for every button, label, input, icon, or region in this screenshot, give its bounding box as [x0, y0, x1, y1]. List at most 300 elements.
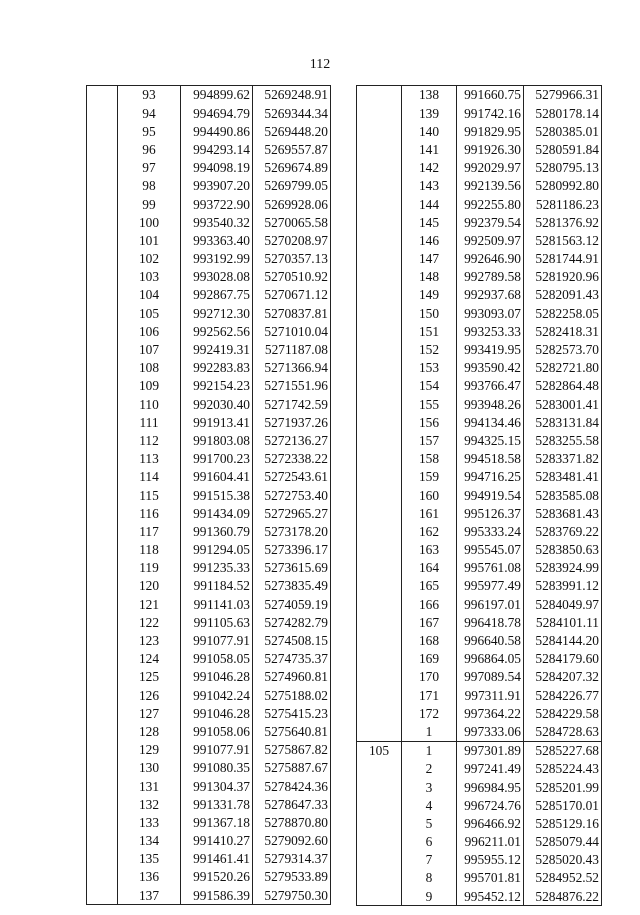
table-row — [87, 286, 331, 304]
y-coordinate-cell: 5275867.82 — [253, 741, 331, 759]
table-row — [357, 250, 602, 268]
point-number-cell: 8 — [402, 869, 457, 887]
point-number-cell: 109 — [118, 377, 181, 395]
group-number-cell — [357, 359, 402, 377]
x-coordinate-cell: 991294.05 — [181, 541, 253, 559]
x-coordinate-cell: 992789.58 — [457, 268, 524, 286]
y-coordinate-cell: 5278647.33 — [253, 795, 331, 813]
group-number-cell — [87, 250, 118, 268]
x-coordinate-cell: 991235.33 — [181, 559, 253, 577]
group-number-cell — [87, 377, 118, 395]
table-row — [357, 723, 602, 742]
table-row — [357, 577, 602, 595]
table-row — [87, 213, 331, 231]
table-row — [357, 159, 602, 177]
y-coordinate-cell: 5285170.01 — [524, 796, 602, 814]
y-coordinate-cell: 5273178.20 — [253, 523, 331, 541]
point-number-cell: 120 — [118, 577, 181, 595]
y-coordinate-cell: 5280178.14 — [524, 104, 602, 122]
table-row — [87, 668, 331, 686]
point-number-cell: 1 — [402, 723, 457, 742]
table-row — [87, 632, 331, 650]
x-coordinate-cell: 991046.28 — [181, 704, 253, 722]
x-coordinate-cell: 994716.25 — [457, 468, 524, 486]
group-number-cell — [357, 559, 402, 577]
group-number-cell — [357, 577, 402, 595]
x-coordinate-cell: 997333.06 — [457, 723, 524, 742]
y-coordinate-cell: 5275188.02 — [253, 686, 331, 704]
table-row — [87, 232, 331, 250]
y-coordinate-cell: 5269928.06 — [253, 195, 331, 213]
point-number-cell: 3 — [402, 778, 457, 796]
y-coordinate-cell: 5285079.44 — [524, 833, 602, 851]
x-coordinate-cell: 993419.95 — [457, 341, 524, 359]
y-coordinate-cell: 5279750.30 — [253, 886, 331, 905]
x-coordinate-cell: 994919.54 — [457, 486, 524, 504]
point-number-cell: 135 — [118, 850, 181, 868]
group-number-cell — [87, 450, 118, 468]
table-row — [357, 450, 602, 468]
y-coordinate-cell: 5272136.27 — [253, 432, 331, 450]
x-coordinate-cell: 991434.09 — [181, 504, 253, 522]
table-row — [87, 704, 331, 722]
group-number-cell — [87, 668, 118, 686]
point-number-cell: 101 — [118, 232, 181, 250]
y-coordinate-cell: 5284229.58 — [524, 704, 602, 722]
x-coordinate-cell: 997311.91 — [457, 686, 524, 704]
x-coordinate-cell: 992255.80 — [457, 195, 524, 213]
y-coordinate-cell: 5273615.69 — [253, 559, 331, 577]
group-number-cell — [87, 577, 118, 595]
table-row — [87, 886, 331, 905]
x-coordinate-cell: 991586.39 — [181, 886, 253, 905]
table-row — [87, 322, 331, 340]
y-coordinate-cell: 5275887.67 — [253, 759, 331, 777]
table-row — [357, 704, 602, 722]
x-coordinate-cell: 991700.23 — [181, 450, 253, 468]
point-number-cell: 153 — [402, 359, 457, 377]
table-row — [357, 359, 602, 377]
group-number-cell — [357, 322, 402, 340]
y-coordinate-cell: 5274735.37 — [253, 650, 331, 668]
group-number-cell — [357, 195, 402, 213]
table-row — [357, 632, 602, 650]
y-coordinate-cell: 5281744.91 — [524, 250, 602, 268]
y-coordinate-cell: 5271187.08 — [253, 341, 331, 359]
table-row — [357, 595, 602, 613]
point-number-cell: 163 — [402, 541, 457, 559]
point-number-cell: 1 — [402, 741, 457, 760]
y-coordinate-cell: 5283924.99 — [524, 559, 602, 577]
group-number-cell — [87, 341, 118, 359]
y-coordinate-cell: 5278870.80 — [253, 814, 331, 832]
group-number-cell — [87, 868, 118, 886]
x-coordinate-cell: 992154.23 — [181, 377, 253, 395]
x-coordinate-cell: 991077.91 — [181, 741, 253, 759]
y-coordinate-cell: 5269448.20 — [253, 122, 331, 140]
point-number-cell: 114 — [118, 468, 181, 486]
group-number-cell — [87, 213, 118, 231]
x-coordinate-cell: 991141.03 — [181, 595, 253, 613]
y-coordinate-cell: 5284179.60 — [524, 650, 602, 668]
point-number-cell: 116 — [118, 504, 181, 522]
group-number-cell — [87, 723, 118, 741]
point-number-cell: 121 — [118, 595, 181, 613]
y-coordinate-cell: 5283681.43 — [524, 504, 602, 522]
x-coordinate-cell: 991058.06 — [181, 723, 253, 741]
group-number-cell — [357, 815, 402, 833]
x-coordinate-cell: 995545.07 — [457, 541, 524, 559]
point-number-cell: 97 — [118, 159, 181, 177]
table-row — [87, 759, 331, 777]
y-coordinate-cell: 5280795.13 — [524, 159, 602, 177]
group-number-cell — [357, 541, 402, 559]
y-coordinate-cell: 5279533.89 — [253, 868, 331, 886]
y-coordinate-cell: 5270208.97 — [253, 232, 331, 250]
group-number-cell — [357, 523, 402, 541]
table-row — [357, 486, 602, 504]
point-number-cell: 98 — [118, 177, 181, 195]
point-number-cell: 133 — [118, 814, 181, 832]
x-coordinate-cell: 991604.41 — [181, 468, 253, 486]
y-coordinate-cell: 5271010.04 — [253, 322, 331, 340]
y-coordinate-cell: 5270837.81 — [253, 304, 331, 322]
point-number-cell: 9 — [402, 887, 457, 906]
group-number-cell — [87, 704, 118, 722]
point-number-cell: 155 — [402, 395, 457, 413]
point-number-cell: 2 — [402, 760, 457, 778]
point-number-cell: 134 — [118, 832, 181, 850]
group-number-cell — [357, 341, 402, 359]
y-coordinate-cell: 5272543.61 — [253, 468, 331, 486]
x-coordinate-cell: 997301.89 — [457, 741, 524, 760]
x-coordinate-cell: 995701.81 — [457, 869, 524, 887]
point-number-cell: 118 — [118, 541, 181, 559]
point-number-cell: 160 — [402, 486, 457, 504]
y-coordinate-cell: 5283255.58 — [524, 432, 602, 450]
table-row — [87, 341, 331, 359]
y-coordinate-cell: 5280591.84 — [524, 141, 602, 159]
point-number-cell: 100 — [118, 213, 181, 231]
y-coordinate-cell: 5269799.05 — [253, 177, 331, 195]
x-coordinate-cell: 993363.40 — [181, 232, 253, 250]
y-coordinate-cell: 5284049.97 — [524, 595, 602, 613]
point-number-cell: 140 — [402, 122, 457, 140]
y-coordinate-cell: 5271937.26 — [253, 413, 331, 431]
group-number-cell — [357, 613, 402, 631]
y-coordinate-cell: 5272338.22 — [253, 450, 331, 468]
point-number-cell: 107 — [118, 341, 181, 359]
group-number-cell — [357, 268, 402, 286]
group-number-cell — [87, 413, 118, 431]
table-row — [87, 177, 331, 195]
point-number-cell: 99 — [118, 195, 181, 213]
table-row — [87, 86, 331, 105]
y-coordinate-cell: 5285227.68 — [524, 741, 602, 760]
x-coordinate-cell: 991080.35 — [181, 759, 253, 777]
x-coordinate-cell: 991660.75 — [457, 86, 524, 105]
x-coordinate-cell: 991046.28 — [181, 668, 253, 686]
table-row — [87, 795, 331, 813]
point-number-cell: 95 — [118, 122, 181, 140]
y-coordinate-cell: 5281186.23 — [524, 195, 602, 213]
group-number-cell — [357, 833, 402, 851]
group-number-cell — [87, 595, 118, 613]
group-number-cell — [357, 86, 402, 105]
point-number-cell: 158 — [402, 450, 457, 468]
x-coordinate-cell: 994490.86 — [181, 122, 253, 140]
point-number-cell: 105 — [118, 304, 181, 322]
point-number-cell: 164 — [402, 559, 457, 577]
point-number-cell: 168 — [402, 632, 457, 650]
page-number: 112 — [309, 57, 331, 72]
point-number-cell: 115 — [118, 486, 181, 504]
y-coordinate-cell: 5274960.81 — [253, 668, 331, 686]
group-number-cell — [357, 304, 402, 322]
y-coordinate-cell: 5282721.80 — [524, 359, 602, 377]
group-number-cell — [87, 268, 118, 286]
y-coordinate-cell: 5284226.77 — [524, 686, 602, 704]
y-coordinate-cell: 5281563.12 — [524, 232, 602, 250]
group-number-cell — [87, 795, 118, 813]
group-number-cell — [87, 86, 118, 105]
x-coordinate-cell: 991077.91 — [181, 632, 253, 650]
group-number-cell — [87, 686, 118, 704]
y-coordinate-cell: 5270671.12 — [253, 286, 331, 304]
table-row — [357, 432, 602, 450]
point-number-cell: 137 — [118, 886, 181, 905]
x-coordinate-cell: 992867.75 — [181, 286, 253, 304]
table-row — [87, 250, 331, 268]
group-number-cell — [87, 195, 118, 213]
y-coordinate-cell: 5281920.96 — [524, 268, 602, 286]
table-row — [87, 814, 331, 832]
table-row — [87, 850, 331, 868]
group-number-cell — [357, 213, 402, 231]
x-coordinate-cell: 993907.20 — [181, 177, 253, 195]
table-row — [357, 815, 602, 833]
group-number-cell — [357, 887, 402, 906]
y-coordinate-cell: 5279314.37 — [253, 850, 331, 868]
group-number-cell — [357, 141, 402, 159]
group-number-cell — [357, 723, 402, 742]
x-coordinate-cell: 993540.32 — [181, 213, 253, 231]
point-number-cell: 102 — [118, 250, 181, 268]
table-row — [357, 377, 602, 395]
table-row — [87, 122, 331, 140]
point-number-cell: 112 — [118, 432, 181, 450]
point-number-cell: 123 — [118, 632, 181, 650]
x-coordinate-cell: 994694.79 — [181, 104, 253, 122]
x-coordinate-cell: 992937.68 — [457, 286, 524, 304]
table-row — [357, 869, 602, 887]
table-row — [87, 450, 331, 468]
group-number-cell — [87, 395, 118, 413]
x-coordinate-cell: 991461.41 — [181, 850, 253, 868]
table-row — [357, 741, 602, 760]
group-number-cell — [357, 869, 402, 887]
table-row — [357, 686, 602, 704]
y-coordinate-cell: 5282091.43 — [524, 286, 602, 304]
y-coordinate-cell: 5275415.23 — [253, 704, 331, 722]
point-number-cell: 141 — [402, 141, 457, 159]
point-number-cell: 142 — [402, 159, 457, 177]
group-number-cell — [87, 468, 118, 486]
x-coordinate-cell: 993722.90 — [181, 195, 253, 213]
y-coordinate-cell: 5283481.41 — [524, 468, 602, 486]
point-number-cell: 5 — [402, 815, 457, 833]
group-number-cell — [87, 177, 118, 195]
table-row — [87, 541, 331, 559]
group-number-cell — [87, 322, 118, 340]
point-number-cell: 127 — [118, 704, 181, 722]
y-coordinate-cell: 5272965.27 — [253, 504, 331, 522]
table-row — [87, 777, 331, 795]
point-number-cell: 156 — [402, 413, 457, 431]
x-coordinate-cell: 995452.12 — [457, 887, 524, 906]
point-number-cell: 122 — [118, 613, 181, 631]
group-number-cell — [357, 159, 402, 177]
x-coordinate-cell: 992139.56 — [457, 177, 524, 195]
group-number-cell — [87, 159, 118, 177]
x-coordinate-cell: 991058.05 — [181, 650, 253, 668]
x-coordinate-cell: 997089.54 — [457, 668, 524, 686]
group-number-cell — [87, 232, 118, 250]
coordinates-table-right — [356, 85, 602, 906]
y-coordinate-cell: 5269557.87 — [253, 141, 331, 159]
y-coordinate-cell: 5283585.08 — [524, 486, 602, 504]
point-number-cell: 149 — [402, 286, 457, 304]
y-coordinate-cell: 5282864.48 — [524, 377, 602, 395]
point-number-cell: 124 — [118, 650, 181, 668]
x-coordinate-cell: 996418.78 — [457, 613, 524, 631]
x-coordinate-cell: 992283.83 — [181, 359, 253, 377]
table-row — [357, 268, 602, 286]
y-coordinate-cell: 5283769.22 — [524, 523, 602, 541]
x-coordinate-cell: 994325.15 — [457, 432, 524, 450]
y-coordinate-cell: 5278424.36 — [253, 777, 331, 795]
table-row — [87, 104, 331, 122]
table-row — [87, 268, 331, 286]
table-row — [87, 395, 331, 413]
point-number-cell: 138 — [402, 86, 457, 105]
table-row — [357, 322, 602, 340]
group-number-cell — [87, 814, 118, 832]
group-number-cell — [357, 413, 402, 431]
group-number-cell — [87, 141, 118, 159]
point-number-cell: 6 — [402, 833, 457, 851]
group-number-cell — [87, 359, 118, 377]
x-coordinate-cell: 994098.19 — [181, 159, 253, 177]
y-coordinate-cell: 5285224.43 — [524, 760, 602, 778]
group-number-cell — [87, 850, 118, 868]
point-number-cell: 106 — [118, 322, 181, 340]
x-coordinate-cell: 991515.38 — [181, 486, 253, 504]
x-coordinate-cell: 991105.63 — [181, 613, 253, 631]
group-number-cell — [87, 122, 118, 140]
point-number-cell: 167 — [402, 613, 457, 631]
table-row — [357, 851, 602, 869]
x-coordinate-cell: 995761.08 — [457, 559, 524, 577]
x-coordinate-cell: 995333.24 — [457, 523, 524, 541]
x-coordinate-cell: 991042.24 — [181, 686, 253, 704]
point-number-cell: 157 — [402, 432, 457, 450]
y-coordinate-cell: 5284876.22 — [524, 887, 602, 906]
y-coordinate-cell: 5282418.31 — [524, 322, 602, 340]
point-number-cell: 171 — [402, 686, 457, 704]
point-number-cell: 117 — [118, 523, 181, 541]
table-row — [357, 833, 602, 851]
table-row — [357, 523, 602, 541]
point-number-cell: 162 — [402, 523, 457, 541]
table-row — [357, 468, 602, 486]
table-row — [87, 159, 331, 177]
group-number-cell — [357, 432, 402, 450]
y-coordinate-cell: 5285201.99 — [524, 778, 602, 796]
point-number-cell: 146 — [402, 232, 457, 250]
point-number-cell: 152 — [402, 341, 457, 359]
x-coordinate-cell: 994518.58 — [457, 450, 524, 468]
group-number-cell — [357, 450, 402, 468]
x-coordinate-cell: 996211.01 — [457, 833, 524, 851]
table-row — [357, 395, 602, 413]
x-coordinate-cell: 992379.54 — [457, 213, 524, 231]
group-number-cell — [87, 304, 118, 322]
table-row — [357, 341, 602, 359]
y-coordinate-cell: 5284207.32 — [524, 668, 602, 686]
table-row — [357, 668, 602, 686]
x-coordinate-cell: 991304.37 — [181, 777, 253, 795]
y-coordinate-cell: 5283991.12 — [524, 577, 602, 595]
x-coordinate-cell: 992562.56 — [181, 322, 253, 340]
group-number-cell: 105 — [357, 741, 402, 760]
group-number-cell — [357, 632, 402, 650]
group-number-cell — [357, 760, 402, 778]
point-number-cell: 113 — [118, 450, 181, 468]
point-number-cell: 139 — [402, 104, 457, 122]
table-row — [357, 559, 602, 577]
point-number-cell: 159 — [402, 468, 457, 486]
group-number-cell — [357, 796, 402, 814]
table-row — [87, 577, 331, 595]
point-number-cell: 128 — [118, 723, 181, 741]
table-row — [87, 195, 331, 213]
table-row — [87, 686, 331, 704]
group-number-cell — [357, 686, 402, 704]
table-row — [357, 141, 602, 159]
y-coordinate-cell: 5272753.40 — [253, 486, 331, 504]
x-coordinate-cell: 996466.92 — [457, 815, 524, 833]
point-number-cell: 96 — [118, 141, 181, 159]
table-row — [357, 286, 602, 304]
group-number-cell — [87, 104, 118, 122]
group-number-cell — [357, 851, 402, 869]
y-coordinate-cell: 5280992.80 — [524, 177, 602, 195]
x-coordinate-cell: 991913.41 — [181, 413, 253, 431]
x-coordinate-cell: 994293.14 — [181, 141, 253, 159]
point-number-cell: 144 — [402, 195, 457, 213]
x-coordinate-cell: 993028.08 — [181, 268, 253, 286]
table-row — [87, 523, 331, 541]
x-coordinate-cell: 991367.18 — [181, 814, 253, 832]
group-number-cell — [87, 504, 118, 522]
table-row — [357, 650, 602, 668]
table-row — [357, 887, 602, 906]
x-coordinate-cell: 993093.07 — [457, 304, 524, 322]
table-row — [87, 377, 331, 395]
group-number-cell — [357, 668, 402, 686]
table-row — [357, 213, 602, 231]
